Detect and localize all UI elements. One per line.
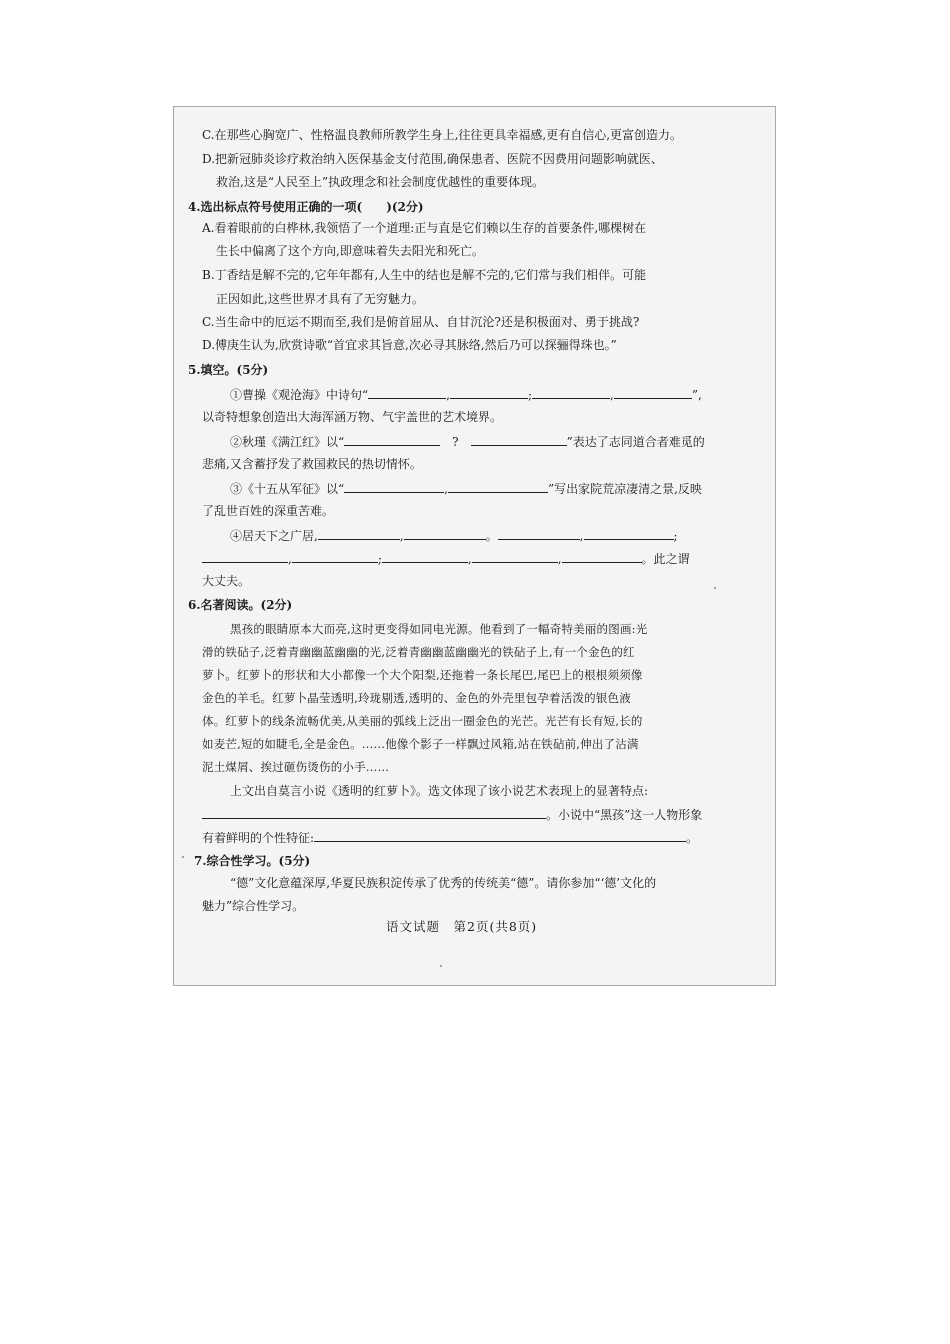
answer-blank[interactable] xyxy=(584,527,674,540)
q6-stem: 6.名著阅读。(2分) xyxy=(188,598,293,612)
answer-blank[interactable] xyxy=(471,433,567,446)
q6-task-line3 xyxy=(202,829,698,846)
q5-item1-line1: ①曹操《观沧海》中诗句“ , ; , ”, xyxy=(230,388,702,402)
q5-item3-prompt: ③《十五从军征》以“ xyxy=(230,482,345,496)
answer-blank[interactable] xyxy=(292,550,378,563)
answer-blank[interactable] xyxy=(472,550,558,563)
q5-item1-prompt: ①曹操《观沧海》中诗句“ xyxy=(230,388,369,402)
answer-blank[interactable] xyxy=(614,386,692,399)
q6-task-line3-text: 有着鲜明的个性特征: xyxy=(202,831,315,845)
q7-stem: 7.综合性学习。(5分) xyxy=(194,854,311,868)
q4-option-c: C.当生命中的厄运不期而至,我们是俯首屈从、自甘沉沦?还是积极面对、勇于挑战? xyxy=(202,315,640,329)
answer-blank[interactable] xyxy=(368,386,446,399)
q4-option-d: D.傅庚生认为,欣赏诗歌“首宜求其旨意,次必寻其脉络,然后乃可以探骊得珠也。” xyxy=(202,338,617,352)
page-footer: 语文试题 第2页(共8页) xyxy=(386,919,538,934)
answer-blank[interactable] xyxy=(404,527,486,540)
q4-option-a-line1: A.看着眼前的白桦林,我领悟了一个道理:正与直是它们赖以生存的首要条件,哪棵树在 xyxy=(202,221,647,235)
q3-option-d-line2: 救治,这是“人民至上”执政理念和社会制度优越性的重要体现。 xyxy=(216,175,545,189)
q5-item3-close: ”写出家院荒凉凄清之景,反映 xyxy=(547,482,702,496)
q5-item4-prompt: ④居天下之广居, xyxy=(230,529,318,543)
q5-item2-line1 xyxy=(230,433,705,450)
q5-item1-line2: 以奇特想象创造出大海浑涵万物、气宇盖世的艺术境界。 xyxy=(202,410,503,424)
exam-page-scan xyxy=(173,106,776,986)
answer-blank[interactable] xyxy=(498,527,580,540)
q4-option-a-line2: 生长中偏离了这个方向,即意味着失去阳光和死亡。 xyxy=(216,244,484,258)
q7-intro-line1: “德”文化意蕴深厚,华夏民族积淀传承了优秀的传统美“德”。请你参加“‘德’文化的 xyxy=(230,876,657,890)
answer-blank[interactable] xyxy=(318,527,400,540)
q6-task-line1: 上文出自莫言小说《透明的红萝卜》。选文体现了该小说艺术表现上的显著特点: xyxy=(230,784,649,798)
answer-blank[interactable] xyxy=(382,550,468,563)
q6-task-line2 xyxy=(202,806,702,823)
q4-option-b-line1: B.丁香结是解不完的,它年年都有,人生中的结也是解不完的,它们常与我们相伴。可能 xyxy=(202,268,647,282)
q6-passage-line1: 黑孩的眼睛原本大而亮,这时更变得如同电光源。他看到了一幅奇特美丽的图画:光 xyxy=(230,622,648,636)
scan-speck xyxy=(714,587,716,589)
q4-stem: 4.选出标点符号使用正确的一项( )(2分) xyxy=(188,200,424,214)
q6-passage-line2: 滑的铁砧子,泛着青幽幽蓝幽幽的光,泛着青幽幽蓝幽幽光的铁砧子上,有一个金色的红 xyxy=(202,645,635,659)
exam-page-content xyxy=(174,107,775,985)
q5-item4-semicolon: ; xyxy=(673,529,678,543)
q5-item2-question-mark: ? xyxy=(452,435,459,449)
q7-intro-line2: 魅力”综合性学习。 xyxy=(202,899,305,913)
q6-task-line2-text: 。小说中“黑孩”这一人物形象 xyxy=(546,808,703,822)
scan-speck xyxy=(182,856,184,858)
q5-item4-close: 。此之谓 xyxy=(641,552,690,566)
q5-item3-line2: 了乱世百姓的深重苦难。 xyxy=(202,504,335,518)
answer-blank[interactable] xyxy=(562,550,642,563)
q4-option-b-line2: 正因如此,这些世界才具有了无穷魅力。 xyxy=(216,292,424,306)
q5-item4-line1: ④居天下之广居, , 。 , ; xyxy=(230,529,678,543)
answer-blank[interactable] xyxy=(532,386,610,399)
q5-item1-close: ”, xyxy=(691,388,702,402)
q6-passage-line6: 如麦芒,短的如睫毛,全是金色。……他像个影子一样飘过风箱,站在铁砧前,伸出了沾满 xyxy=(202,737,639,751)
q5-item4-line3: 大丈夫。 xyxy=(202,574,251,588)
q5-item2-line2: 悲痛,又含蓄抒发了救国救民的热切情怀。 xyxy=(202,457,422,471)
answer-blank[interactable] xyxy=(202,550,288,563)
q3-option-d-line1: D.把新冠肺炎诊疗救治纳入医保基金支付范围,确保患者、医院不因费用问题影响就医、 xyxy=(202,152,663,166)
answer-blank[interactable] xyxy=(314,829,686,842)
answer-blank[interactable] xyxy=(344,433,440,446)
q3-option-c: C.在那些心胸宽广、性格温良教师所教学生身上,往往更具幸福感,更有自信心,更富创造力。 xyxy=(202,128,683,142)
q5-stem: 5.填空。(5分) xyxy=(188,363,269,377)
q5-item3-line1: ③《十五从军征》以“ , ”写出家院荒凉凄清之景,反映 xyxy=(230,482,702,496)
q6-passage-line3: 萝卜。红萝卜的形状和大小都像一个大个阳梨,还拖着一条长尾巴,尾巴上的根根须须像 xyxy=(202,668,643,682)
answer-blank[interactable] xyxy=(448,480,548,493)
answer-blank[interactable] xyxy=(450,386,528,399)
q6-task-line3-end: 。 xyxy=(686,831,699,845)
answer-blank[interactable] xyxy=(344,480,444,493)
q5-item4-line2: , ; , , 。此之谓 xyxy=(202,550,690,567)
q5-item2-prompt: ②秋瑾《满江红》以“ xyxy=(230,435,345,449)
q6-passage-line5: 体。红萝卜的线条流畅优美,从美丽的弧线上泛出一圈金色的光芒。光芒有长有短,长的 xyxy=(202,714,643,728)
q6-passage-line7: 泥土煤屑、挨过砸伤烫伤的小手…… xyxy=(202,760,390,774)
answer-blank[interactable] xyxy=(202,806,546,819)
q6-passage-line4: 金色的羊毛。红萝卜晶莹透明,玲珑剔透,透明的、金色的外壳里包孕着活泼的银色液 xyxy=(202,691,631,705)
q5-item2-close: ”表达了志同道合者难觅的 xyxy=(566,435,705,449)
scan-speck xyxy=(440,965,442,967)
